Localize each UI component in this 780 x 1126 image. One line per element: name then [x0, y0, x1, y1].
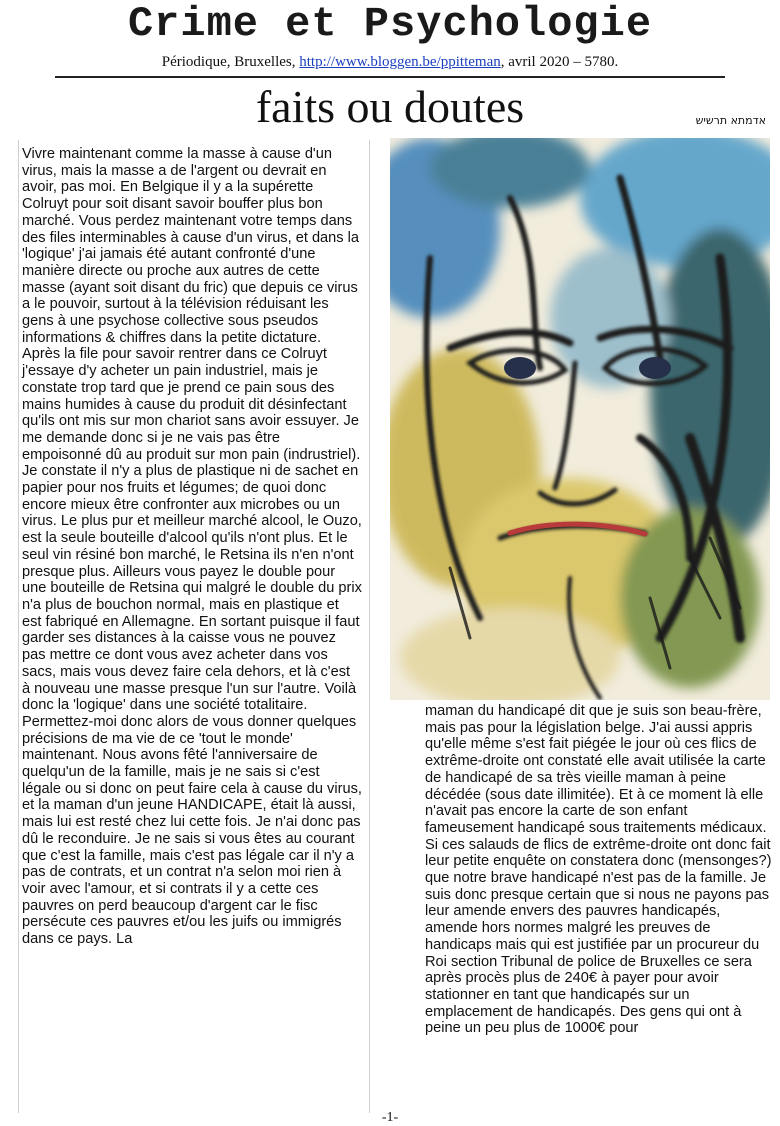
article-headline: faits ou doutes — [255, 81, 525, 132]
subline-prefix: Périodique, Bruxelles, — [161, 54, 300, 70]
hebrew-signature: אדמתא תרשיש — [695, 114, 766, 127]
painting-illustration — [390, 138, 770, 700]
page-number: -1- — [381, 1110, 399, 1125]
left-column-text: Vivre maintenant comme la masse à cause d'un virus, mais la masse a de l'argent ou devrait en avoir, pas moi. En Belgique il y a la supérette Colruyt pour soit disant savoir bouffer plus bon marché. Vous perdez maintenant votre temps dans des files interminables à cause d'un virus, et dans la 'logique' j'ai jamais été autant confronté d'une manière directe ou proche aux autres de cette masse (ayant soit disant du fric) que depuis ce virus a le pouvoir, surtout à la télévision réduisant les gens à une psychose collective sous pseudos informations & chiffres dans la petite dictature. Après la file pour savoir rentrer dans ce Colruyt j'essaye d'y acheter un pain industriel, mais je constate trop tard que je prend ce pain sous des mains humides à cause du produit dit désinfectant qu'ils ont mis sur mon chariot sans avoir essuyer. Je me demande donc si je ne vais pas être empoisonné dû au produit sur mon pain (indrustriel). Je constate il n'y a plus de plastique ni de sachet en papier pour nos fruits et légumes; de quoi donc encore mieux être confronter aux microbes ou un virus. Le plus pur et meilleur marché alcool, le Ouzo, est la seule bouteille d'alcool qu'ils n'ont plus. Et le seul vin résiné bon marché, le Retsina ils n'en n'ont presque plus. Ailleurs vous payez le double pour une bouteille de Retsina qui malgré le double du prix n'a plus de bouchon normal, mais en plastique et est fabriqué en Allemagne. En sortant puisque il faut garder ses distances à la caisse vous ne pouvez pas mettre ce dont vous avez acheter dans vos sacs, mais vous devez faire cela dehors, et là c'est à nouveau une masse presque l'un sur l'autre. Voilà donc la 'logique' dans une société totalitaire. Permettez-moi donc alors de vous donner quelques précisions de ma vie de ce 'tout le monde' maintenant. Nous avons fêté l'anniversaire de quelqu'un de la famille, mais je ne sais si c'est légale ou si donc on peut faire cela à cause du virus, et la maman d'un jeune HANDICAPE, était là aussi, mais lui est resté chez lui cette fois. Je n'ai donc pas dû le reconduire. Je ne sais si vous êtes au courant que c'est la famille, mais c'est pas légale car il n'y a pas de contrats, et un contrat n'a selon moi rien à voir avec l'amour, et si contrats il y a cette ces pauvres on perd beaucoup d'argent car le fisc persécute ces pauvres et/ou les juifs ou immigrés dans ce pays. La — [22, 146, 362, 948]
masthead-title: Crime et Psychologie — [127, 0, 653, 48]
subline-suffix: , avril 2020 – 5780. — [500, 54, 619, 70]
article-left-column — [22, 146, 362, 948]
right-column-text: maman du handicapé dit que je suis son beau-frère, mais pas pour la législation belge. J'ai aussi appris qu'elle même s'est fait piégée le jour où ces flics de extrême-droite ont constaté elle avait utilisée la carte de handicapé de sa très vieille maman à peine décédée (sous date illimitée). Et à ce moment là elle n'avait pas encore la carte de son enfant fameusement handicapé sous traitements médicaux. Si ces salauds de flics de extrême-droite ont donc fait leur petite enquête on constatera donc (mensonges?) que notre brave handicapé n'est pas de la famille. Je suis donc presque certain que si nous ne payons pas leur amende envers des pauvres handicapés, amende hors normes malgré les preuves de handicaps mais qui est justifiée par un procureur du Roi section Tribunal de police de Bruxelles ce sera après procès plus de 240€ à payer pour avoir stationner en tant que handicapés sur un emplacement de handicapés. Des gens qui ont à peine un peu plus de 1000€ pour — [425, 703, 772, 1037]
publication-subline — [0, 53, 780, 71]
article-right-column — [425, 703, 777, 1037]
blog-link[interactable]: http://www.bloggen.be/ppitteman — [299, 54, 501, 70]
face-painting — [390, 138, 770, 700]
header-divider — [55, 76, 725, 78]
